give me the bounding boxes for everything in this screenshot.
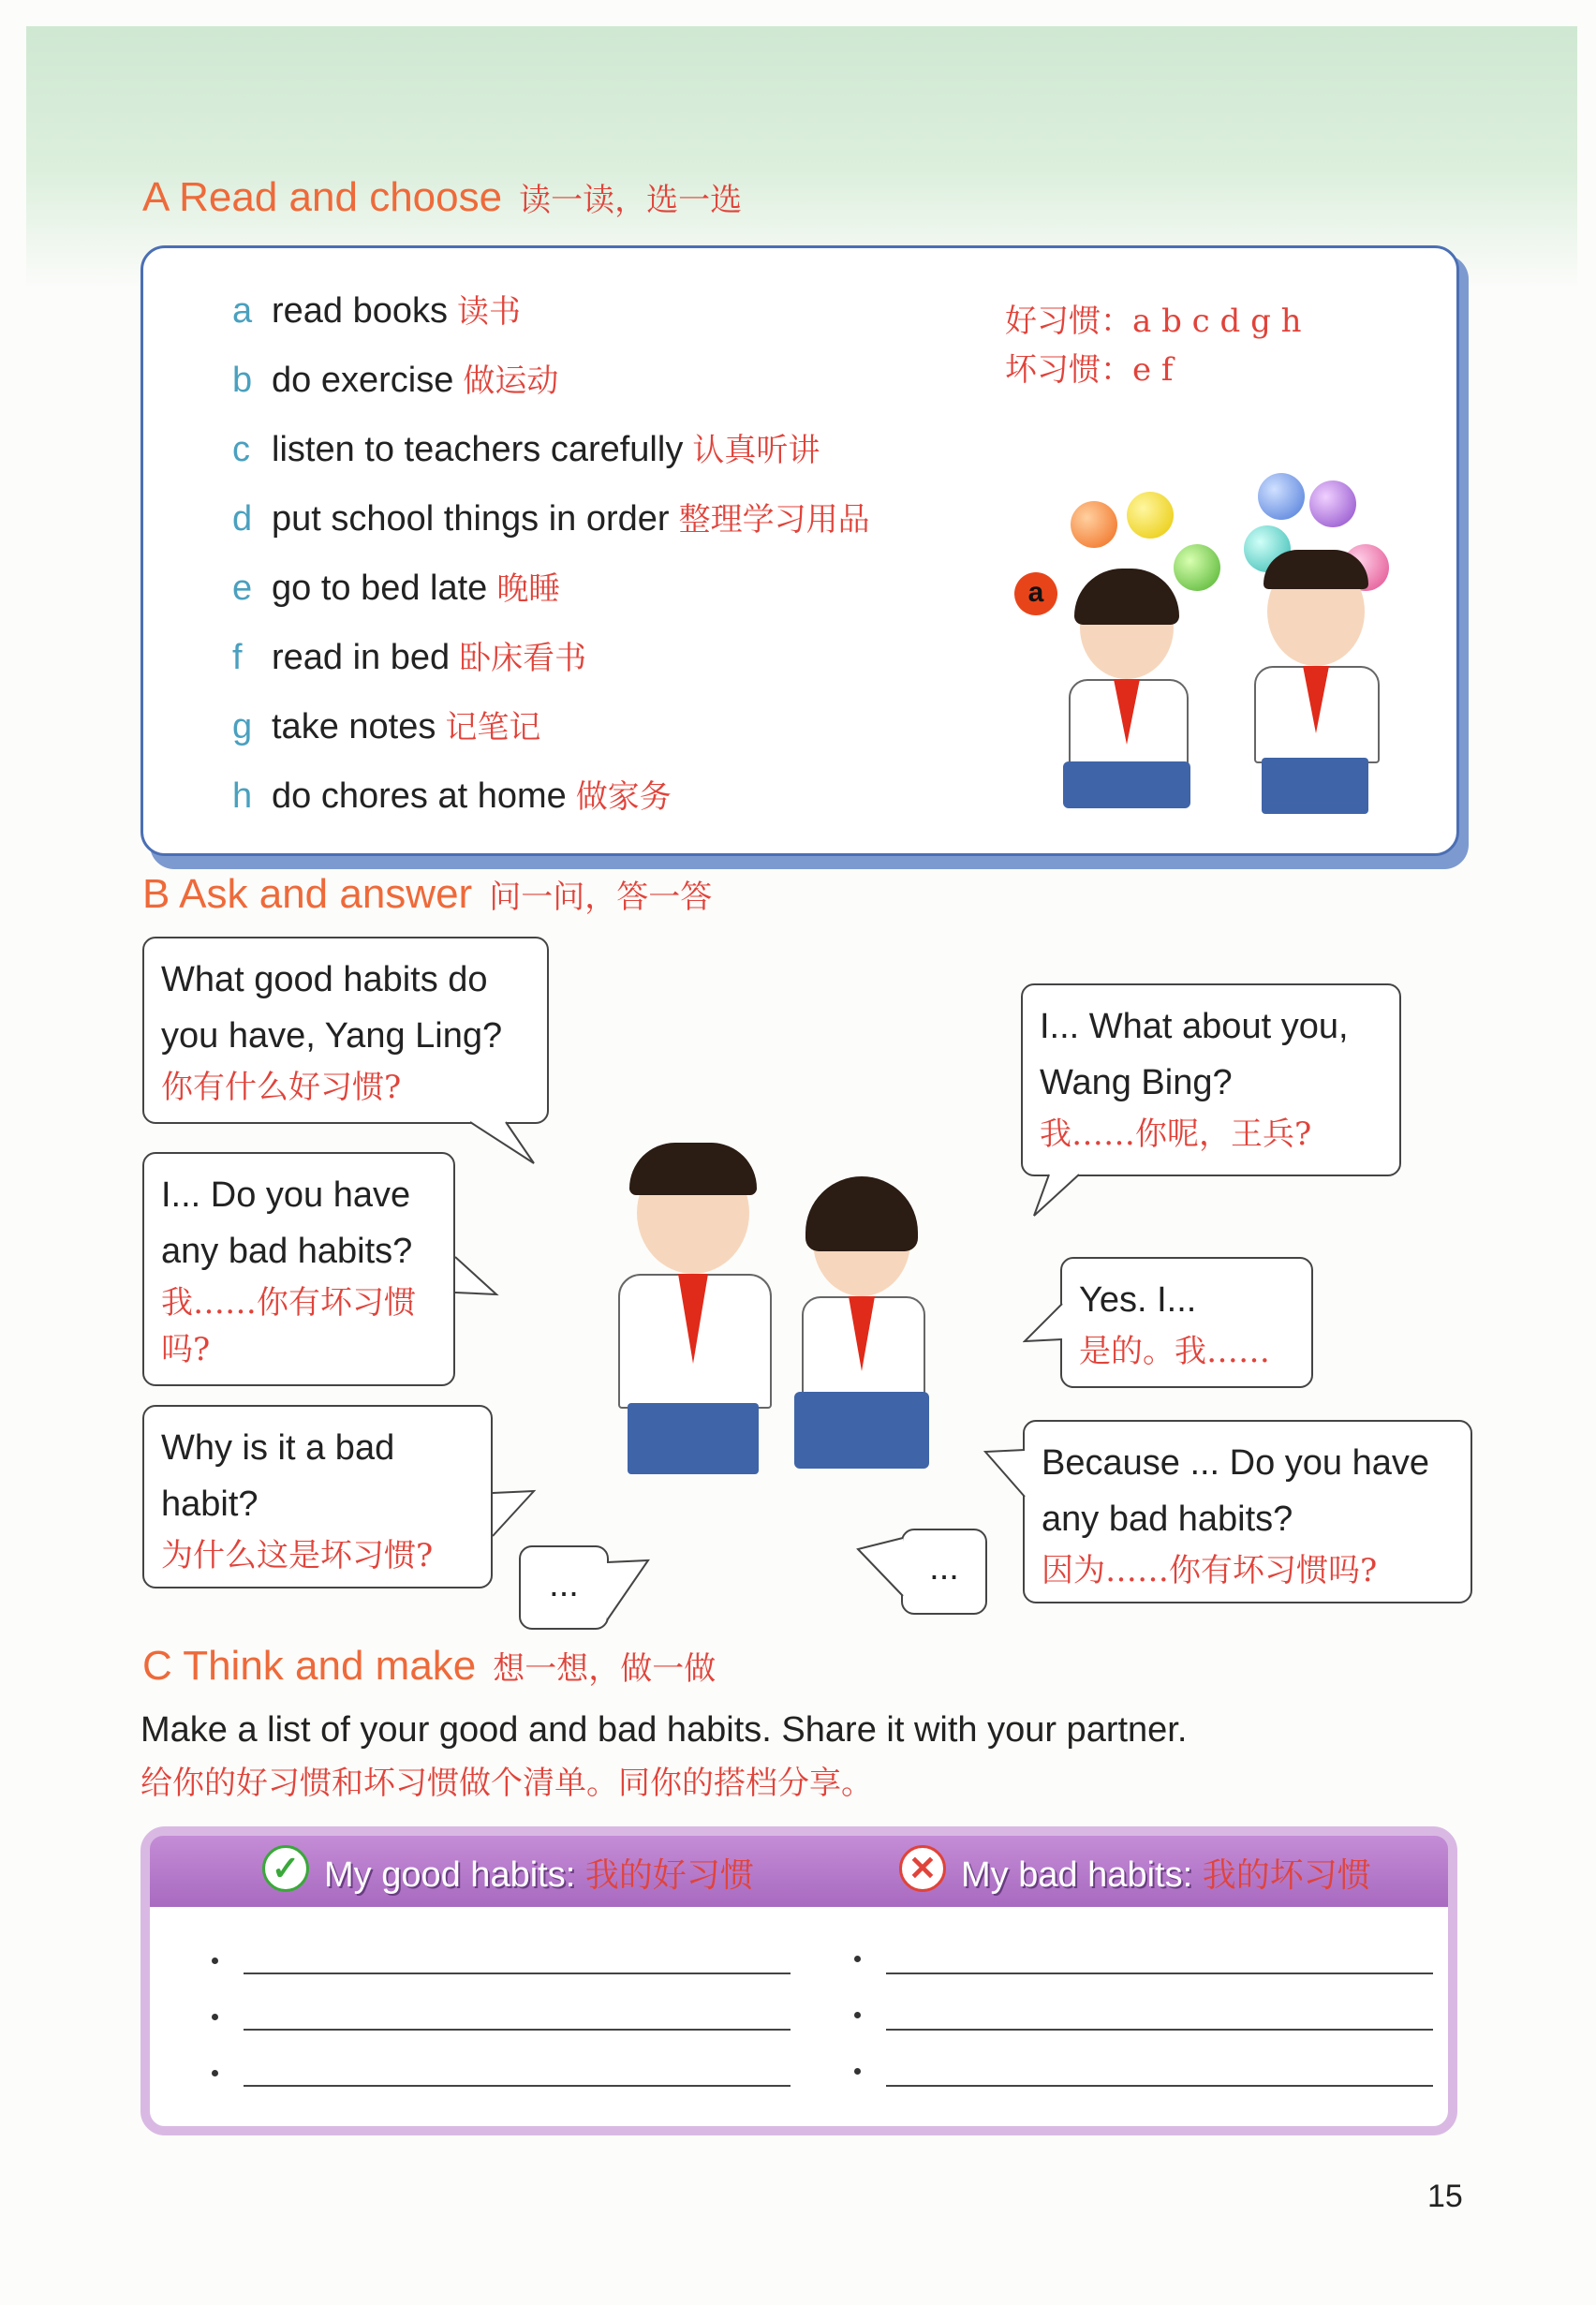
boy-hair: [629, 1143, 757, 1195]
juggling-kids-illustration: [958, 492, 1445, 848]
red-scarf-icon: [1114, 679, 1140, 745]
bubble-tail-3: [491, 1489, 538, 1545]
good-habit-line-1[interactable]: [244, 1973, 791, 1974]
bubble-tail-2: [453, 1255, 500, 1302]
speech-bubble-7: Because ... Do you have any bad habits? 因为……你有坏习惯吗?: [1023, 1420, 1472, 1603]
speech-bubble-8: ...: [901, 1529, 987, 1615]
bullet: [212, 2014, 218, 2020]
ball-icon: [1127, 492, 1174, 539]
red-scarf-icon: [849, 1296, 875, 1371]
speech-bubble-6: Yes. I... 是的。我……: [1060, 1257, 1313, 1388]
bad-habit-line-1[interactable]: [886, 1973, 1433, 1974]
section-c-instruction-zh: 给你的好习惯和坏习惯做个清单。同你的搭档分享。: [140, 1765, 873, 1802]
bad-habits-answer: 坏习惯：e f: [1005, 351, 1174, 389]
bubble-tail-5: [1032, 1173, 1088, 1219]
bullet: [212, 2070, 218, 2076]
section-c-title-zh: 想一想，做一做: [493, 1650, 717, 1688]
speech-bubble-2: I... Do you have any bad habits? 我……你有坏习惯吗?: [142, 1152, 455, 1386]
habit-item-e: e go to bed late 晚睡: [232, 569, 561, 608]
girl-hair: [805, 1176, 918, 1251]
girl-hair: [1074, 569, 1179, 625]
red-scarf-icon: [1303, 666, 1329, 733]
bubble-tail-1: [468, 1120, 543, 1167]
ball-icon: [1258, 473, 1305, 520]
red-scarf-icon: [678, 1274, 708, 1364]
bullet: [854, 1956, 861, 1962]
bubble-tail-8: [856, 1536, 905, 1598]
answer-key: [1005, 297, 1302, 394]
bad-habit-line-3[interactable]: [886, 2085, 1433, 2087]
good-habits-answer: 好习惯：a b c d g h: [1005, 303, 1302, 340]
habits-table: [140, 1826, 1457, 2135]
section-a-title: A Read and choose 读一读，选一选: [142, 174, 743, 220]
section-c-instruction: Make a list of your good and bad habits. Share it with your partner.: [140, 1710, 1188, 1750]
habit-item-f: f read in bed 卧床看书: [232, 638, 587, 677]
habit-item-a: a read books 读书: [232, 291, 522, 331]
bad-habits-heading: My bad habits: 我的坏习惯: [961, 1855, 1371, 1895]
speech-bubble-3: Why is it a bad habit? 为什么这是坏习惯?: [142, 1405, 493, 1588]
bullet: [854, 2068, 861, 2075]
section-a-title-zh: 读一读，选一选: [519, 182, 743, 219]
boy-trousers: [1262, 758, 1368, 814]
habit-item-b: b do exercise 做运动: [232, 361, 559, 400]
talking-kids-illustration: [581, 1143, 955, 1480]
section-c-title: C Think and make 想一想，做一做: [142, 1643, 717, 1689]
boy-hair: [1264, 550, 1368, 589]
girl-skirt: [794, 1392, 929, 1469]
good-habit-line-2[interactable]: [244, 2029, 791, 2031]
ball-icon: [1174, 544, 1220, 591]
section-b-title: B Ask and answer 问一问，答一答: [142, 871, 713, 917]
habit-item-d: d put school things in order 整理学习用品: [232, 499, 870, 539]
speech-bubble-1: What good habits do you have, Yang Ling? 你有什么好习惯?: [142, 937, 549, 1124]
bullet: [212, 1958, 218, 1964]
cross-icon: ✕: [899, 1845, 946, 1892]
bubble-tail-6: [1023, 1302, 1064, 1349]
speech-bubble-4: ...: [519, 1545, 609, 1630]
bubble-tail-7: [983, 1448, 1027, 1500]
ball-icon: [1309, 480, 1356, 527]
bubble-tail-4: [605, 1559, 652, 1624]
section-b-title-zh: 问一问，答一答: [489, 879, 713, 916]
page-number: 15: [1427, 2179, 1463, 2214]
section-a-box: [140, 245, 1459, 856]
bullet: [854, 2012, 861, 2018]
boy-trousers: [628, 1403, 759, 1474]
habits-table-header: [150, 1836, 1448, 1907]
habit-item-g: g take notes 记笔记: [232, 707, 541, 746]
good-habit-line-3[interactable]: [244, 2085, 791, 2087]
labeled-ball-icon: a: [1014, 572, 1057, 615]
habit-item-h: h do chores at home 做家务: [232, 776, 672, 816]
habit-item-c: c listen to teachers carefully 认真听讲: [232, 430, 820, 469]
bad-habit-line-2[interactable]: [886, 2029, 1433, 2031]
girl-skirt: [1063, 761, 1190, 808]
speech-bubble-5: I... What about you, Wang Bing? 我……你呢，王兵?: [1021, 983, 1401, 1176]
check-icon: ✓: [262, 1845, 309, 1892]
ball-icon: [1071, 501, 1117, 548]
good-habits-heading: My good habits: 我的好习惯: [324, 1855, 754, 1895]
